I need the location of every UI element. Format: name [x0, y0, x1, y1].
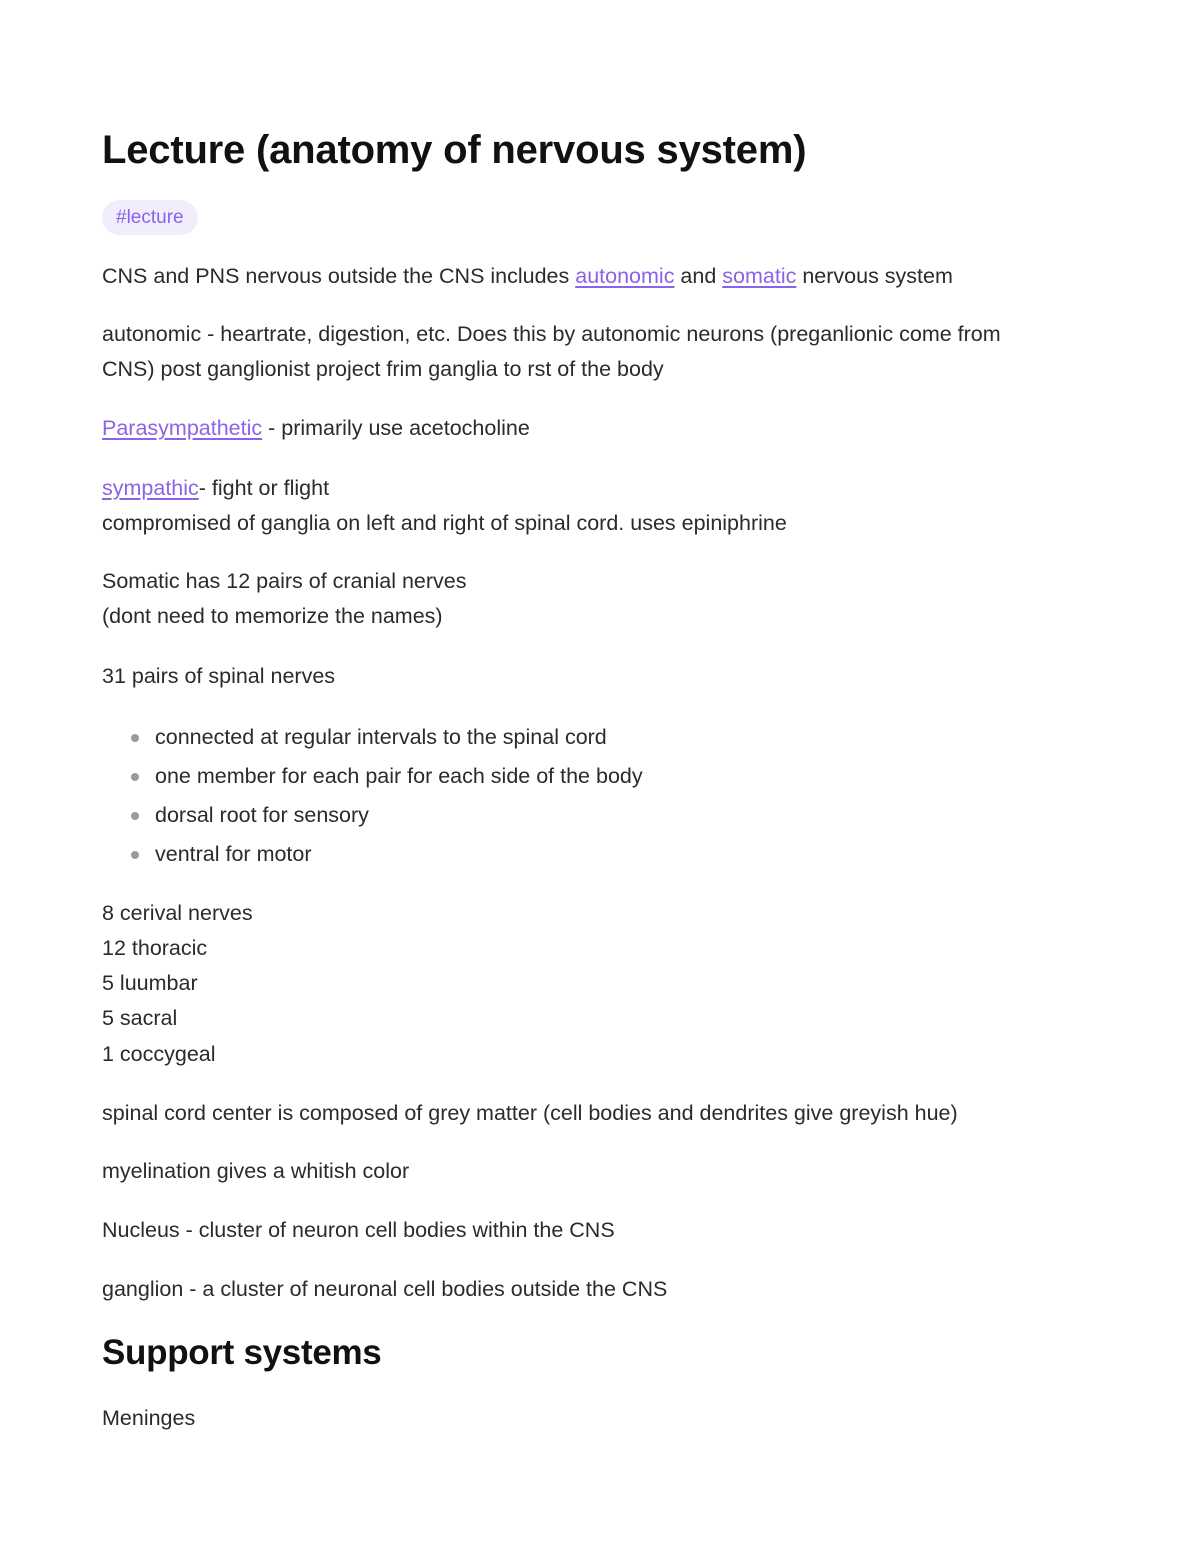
list-item-text: ventral for motor	[155, 842, 312, 866]
somatic-line-2: (dont need to memorize the names)	[102, 604, 443, 628]
list-item	[102, 720, 643, 759]
parasympathetic-paragraph	[102, 411, 530, 446]
bullet-icon	[131, 773, 139, 781]
somatic-line-1: Somatic has 12 pairs of cranial nerves	[102, 569, 467, 593]
bullet-icon	[131, 734, 139, 742]
lecture-tag[interactable]: #lecture	[102, 200, 198, 235]
meninges-paragraph: Meninges	[102, 1406, 196, 1430]
intro-text-post: nervous system	[796, 264, 953, 288]
nucleus-paragraph: Nucleus - cluster of neuron cell bodies within the CNS	[102, 1218, 615, 1242]
bullet-icon	[131, 812, 139, 820]
sympathic-line-2: compromised of ganglia on left and right of spinal cord. uses epiniphrine	[102, 511, 787, 535]
parasympathetic-link[interactable]: Parasympathetic	[102, 416, 263, 440]
list-item	[102, 837, 643, 876]
list-item	[102, 798, 643, 837]
spinal-pairs-paragraph: 31 pairs of spinal nerves	[102, 664, 336, 688]
count-line-lumbar: 5 luumbar	[102, 971, 198, 995]
bullet-icon	[131, 851, 139, 859]
list-item-text: dorsal root for sensory	[155, 803, 369, 827]
count-line-sacral: 5 sacral	[102, 1006, 178, 1030]
section-heading: Support systems	[102, 1333, 382, 1372]
intro-text-mid: and	[674, 264, 723, 288]
sympathic-paragraph	[102, 471, 329, 506]
parasympathetic-text: - primarily use acetocholine	[262, 416, 530, 440]
list-item-text: one member for each pair for each side of the body	[155, 764, 643, 788]
sympathic-text: - fight or flight	[198, 476, 330, 500]
somatic-link[interactable]: somatic	[722, 264, 797, 288]
sympathic-link[interactable]: sympathic	[102, 476, 199, 500]
grey-matter-paragraph: spinal cord center is composed of grey matter (cell bodies and dendrites give greyish hue)	[102, 1101, 958, 1125]
myelination-paragraph: myelination gives a whitish color	[102, 1159, 410, 1183]
list-item-text: connected at regular intervals to the spinal cord	[155, 725, 607, 749]
autonomic-line-2: CNS) post ganglionist project frim ganglia to rst of the body	[102, 357, 664, 381]
intro-paragraph	[102, 259, 953, 294]
count-line-coccygeal: 1 coccygeal	[102, 1042, 216, 1066]
list-item	[102, 759, 643, 798]
count-line-thoracic: 12 thoracic	[102, 936, 208, 960]
page-title: Lecture (anatomy of nervous system)	[102, 128, 807, 172]
count-line-cervical: 8 cerival nerves	[102, 901, 253, 925]
spinal-nerve-list	[102, 720, 643, 876]
ganglion-paragraph: ganglion - a cluster of neuronal cell bodies outside the CNS	[102, 1277, 668, 1301]
autonomic-link[interactable]: autonomic	[575, 264, 675, 288]
intro-text-pre: CNS and PNS nervous outside the CNS includes	[102, 264, 576, 288]
autonomic-line-1: autonomic - heartrate, digestion, etc. Does this by autonomic neurons (preganlionic come from	[102, 322, 1001, 346]
